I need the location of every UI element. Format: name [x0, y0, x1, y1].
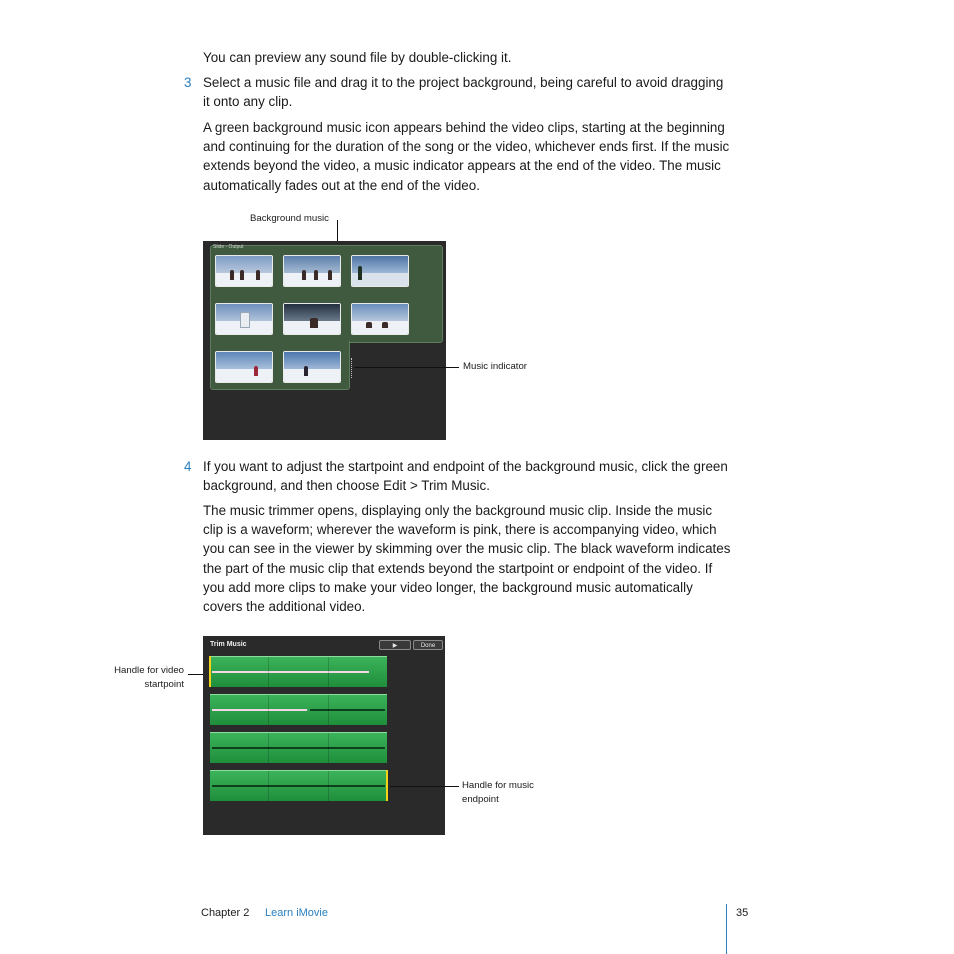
step-4-text: If you want to adjust the startpoint and endpoint of the background music, click the green background, and then choose Edit > Trim Music. [203, 459, 728, 494]
page-number: 35 [736, 907, 749, 919]
video-clip-thumbnail[interactable] [283, 351, 341, 383]
music-clip-strip[interactable] [210, 770, 387, 801]
callout-music-indicator: Music indicator [463, 361, 527, 372]
footer-chapter: Chapter 2 [201, 907, 250, 919]
paragraph-green-background: A green background music icon appears behind the video clips, starting at the beginning and continuing for the duration of the song or the video, whichever ends first. If the music extends beyond the video, a music indicator appears at the end of the video. The music automatically fades out at the end of the video. [203, 120, 730, 193]
paragraph-music-trimmer: The music trimmer opens, displaying only the background music clip. Inside the music clip is a waveform; wherever the waveform is pink, there is accompanying video, which you can see in the viewer by skimming over the music clip. The black waveform indicates the part of the music clip that extends beyond the startpoint or endpoint of the video. If you add more clips to make your video longer, the background music automatically covers the additional video. [203, 503, 731, 615]
video-clip-thumbnail[interactable] [283, 303, 341, 335]
step-3-text: Select a music file and drag it to the project background, being careful to avoid dragging it onto any clip. [203, 75, 724, 110]
video-clip-thumbnail[interactable] [215, 255, 273, 287]
music-clip-strip[interactable] [210, 656, 387, 687]
project-label: Slide - Output [213, 244, 244, 250]
step-4-number: 4 [184, 459, 192, 474]
project-browser-figure [203, 241, 446, 440]
leader-line-music-indicator [354, 367, 459, 368]
video-clip-thumbnail[interactable] [215, 303, 273, 335]
step-3-number: 3 [184, 75, 192, 90]
music-endpoint-handle[interactable] [386, 770, 388, 801]
footer-chapter-title: Learn iMovie [265, 907, 328, 919]
callout-music-endpoint: Handle for music endpoint [462, 780, 534, 805]
footer-divider [726, 904, 727, 954]
callout-background-music: Background music [250, 213, 329, 224]
trim-music-title: Trim Music [210, 641, 247, 648]
music-trimmer-figure [203, 636, 445, 835]
video-clip-thumbnail[interactable] [351, 255, 409, 287]
music-clip-strip[interactable] [210, 694, 387, 725]
video-clip-thumbnail[interactable] [351, 303, 409, 335]
play-button[interactable]: ▶ [379, 640, 411, 650]
paragraph-preview: You can preview any sound file by double-clicking it. [203, 50, 512, 65]
leader-line-music-endpoint [390, 786, 459, 787]
callout-video-startpoint: Handle for video startpoint [114, 665, 184, 690]
music-clip-strip[interactable] [210, 732, 387, 763]
done-button[interactable]: Done [413, 640, 443, 650]
video-clip-thumbnail[interactable] [283, 255, 341, 287]
video-clip-thumbnail[interactable] [215, 351, 273, 383]
music-indicator[interactable] [351, 358, 354, 378]
video-startpoint-handle[interactable] [209, 656, 211, 687]
